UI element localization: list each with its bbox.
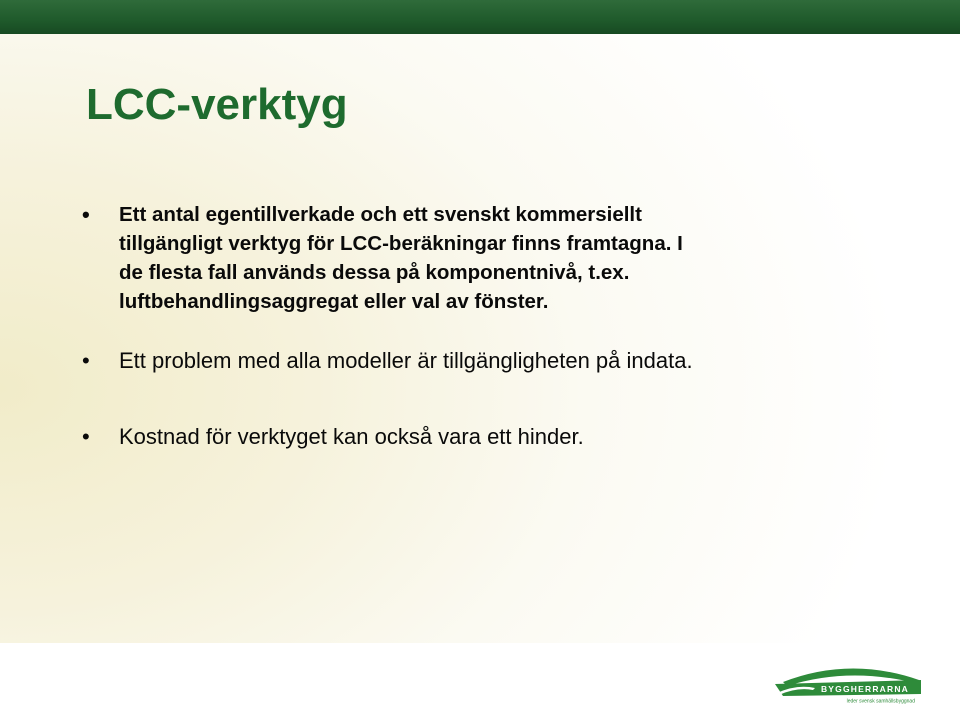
bullet-item xyxy=(82,422,922,451)
bullet-item xyxy=(82,346,922,375)
bullet-dot: • xyxy=(82,202,90,227)
bullet-line: Ett antal egentillverkade och ett svenskt kommersiellt xyxy=(119,203,642,226)
logo-tagline: leder svensk samhällsbyggnad xyxy=(846,698,915,704)
slide-title: LCC-verktyg xyxy=(86,80,348,129)
bullet-line: luftbehandlingsaggregat eller val av fönster. xyxy=(119,290,549,313)
bullet-list xyxy=(82,200,922,451)
bullet-dot: • xyxy=(82,348,90,373)
bullet-text: Ett problem med alla modeller är tillgängligheten på indata. xyxy=(119,348,693,373)
bullet-line: tillgängligt verktyg för LCC-beräkningar finns framtagna. I xyxy=(119,232,683,255)
bullet-item xyxy=(82,200,922,316)
top-bar xyxy=(0,0,960,34)
byggherrarna-logo xyxy=(775,662,921,704)
bullet-text: Kostnad för verktyget kan också vara ett hinder. xyxy=(119,424,584,449)
logo-name: BYGGHERRARNA xyxy=(820,684,910,694)
bullet-line: de flesta fall används dessa på komponentnivå, t.ex. xyxy=(119,261,630,284)
bullet-dot: • xyxy=(82,424,90,449)
